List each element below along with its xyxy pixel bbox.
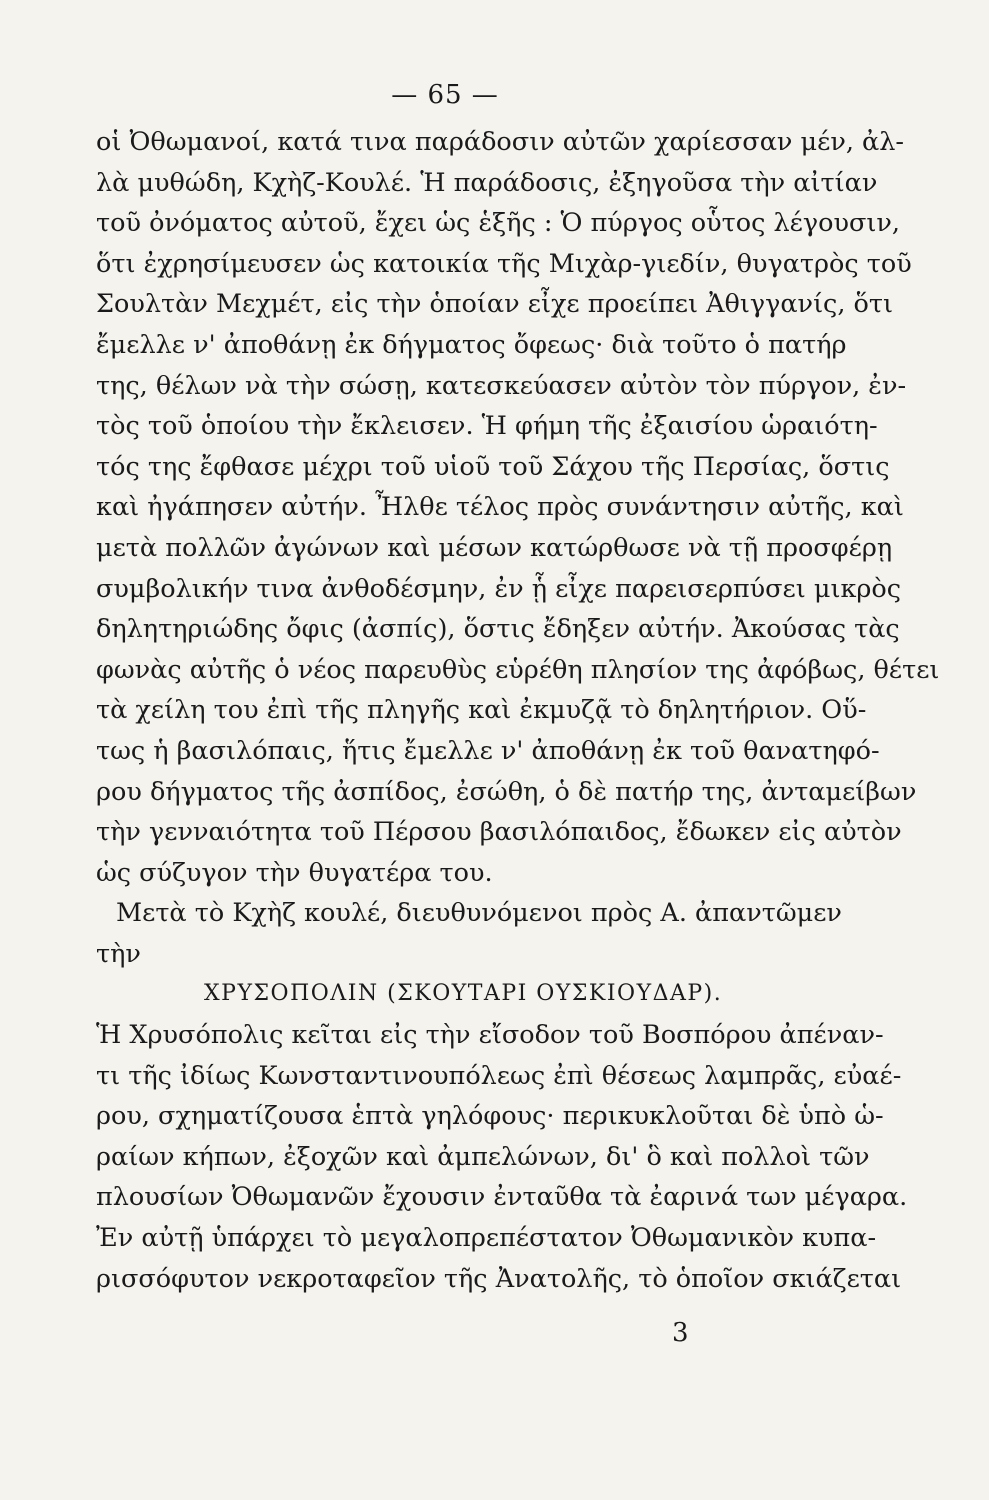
signature-mark: 3 <box>672 1318 689 1348</box>
paragraph-start-line: Μετὰ τὸ Κχὴζ κουλέ, διευθυνόμενοι πρὸς Α. ἀπαντῶμεν <box>116 898 842 929</box>
text-line: Σουλτὰν Μεχμέτ, εἰς τὴν ὁποίαν εἶχε προείπει Ἀθιγγανίς, ὅτι <box>96 289 894 320</box>
text-line: δηλητηριώδης ὄφις (ἀσπίς), ὅστις ἔδηξεν αὐτήν. Ἀκούσας τὰς <box>96 614 900 645</box>
text-line: ρου, σχηματίζουσα ἑπτὰ γηλόφους· περικυκλοῦται δὲ ὑπὸ ὡ- <box>96 1101 884 1132</box>
text-line: ραίων κήπων, ἐξοχῶν καὶ ἀμπελώνων, δι' ὃ καὶ πολλοὶ τῶν <box>96 1141 870 1172</box>
paragraph-start-line: Ἡ Χρυσόπολις κεῖται εἰς τὴν εἴσοδον τοῦ Βοσπόρου ἀπέναν- <box>96 1020 884 1051</box>
text-line: ἔμελλε ν' ἀποθάνῃ ἐκ δήγματος ὄφεως· διὰ τοῦτο ὁ πατήρ <box>96 329 847 360</box>
text-line: Ἐν αὐτῇ ὑπάρχει τὸ μεγαλοπρεπέστατον Ὀθωμανικὸν κυπα- <box>96 1223 877 1254</box>
text-line: της, θέλων νὰ τὴν σώσῃ, κατεσκεύασεν αὐτὸν τὸν πύργον, ἐν- <box>96 370 907 401</box>
text-line: τὰ χείλη του ἐπὶ τῆς πληγῆς καὶ ἐκμυζᾷ τὸ δηλητήριον. Οὕ- <box>96 695 867 726</box>
text-line: τὴν γενναιότητα τοῦ Πέρσου βασιλόπαιδος, ἔδωκεν εἰς αὐτὸν <box>96 817 902 848</box>
page-number: — 65 — <box>391 80 499 110</box>
text-line: τως ἡ βασιλόπαις, ἥτις ἔμελλε ν' ἀποθάνῃ ἐκ τοῦ θανατηφό- <box>96 735 880 766</box>
text-line: ρου δήγματος τῆς ἀσπίδος, ἐσώθη, ὁ δὲ πατήρ της, ἀνταμείβων <box>96 776 917 807</box>
text-line: τὸς τοῦ ὁποίου τὴν ἔκλεισεν. Ἡ φήμη τῆς ἐξαισίου ὡραιότη- <box>96 411 878 442</box>
text-line: τὴν <box>96 938 141 969</box>
section-heading: ΧΡΥΣΟΠΟΛΙΝ (ΣΚΟΥΤΑΡΙ ΟΥΣΚΙΟΥΔΑΡ). <box>204 981 723 1007</box>
body-text <box>96 122 940 1299</box>
text-line: τοῦ ὀνόματος αὐτοῦ, ἔχει ὡς ἑξῆς : Ὁ πύργος οὗτος λέγουσιν, <box>96 208 900 239</box>
text-line: οἱ Ὀθωμανοί, κατά τινα παράδοσιν αὐτῶν χαρίεσσαν μέν, ἀλ- <box>96 127 905 157</box>
text-line: φωνὰς αὐτῆς ὁ νέος παρευθὺς εὑρέθη πλησίον της ἀφόβως, θέτει <box>96 654 940 685</box>
text-line: λὰ μυθώδη, Κχὴζ-Κουλέ. Ἡ παράδοσις, ἐξηγοῦσα τὴν αἰτίαν <box>96 167 878 198</box>
text-line: τι τῆς ἰδίως Κωνσταντινουπόλεως ἐπὶ θέσεως λαμπρᾶς, εὐαέ- <box>96 1060 902 1091</box>
text-line: ὅτι ἐχρησίμευσεν ὡς κατοικία τῆς Μιχὰρ-γιεδίν, θυγατρὸς τοῦ <box>96 248 912 279</box>
text-line: ρισσόφυτον νεκροταφεῖον τῆς Ἀνατολῆς, τὸ ὁποῖον σκιάζεται <box>96 1263 902 1294</box>
text-line: καὶ ἠγάπησεν αὐτήν. Ἦλθε τέλος πρὸς συνάντησιν αὐτῆς, καὶ <box>96 492 904 523</box>
text-line: συμβολικήν τινα ἀνθοδέσμην, ἐν ᾗ εἶχε παρεισερπύσει μικρὸς <box>96 573 902 604</box>
text-line: πλουσίων Ὀθωμανῶν ἔχουσιν ἐνταῦθα τὰ ἐαρινά των μέγαρα. <box>96 1182 908 1213</box>
text-line: μετὰ πολλῶν ἀγώνων καὶ μέσων κατώρθωσε νὰ τῇ προσφέρῃ <box>96 532 893 563</box>
text-line: ὡς σύζυγον τὴν θυγατέρα του. <box>96 857 493 888</box>
text-line: τός της ἔφθασε μέχρι τοῦ υἱοῦ τοῦ Σάχου τῆς Περσίας, ὅστις <box>96 451 890 482</box>
